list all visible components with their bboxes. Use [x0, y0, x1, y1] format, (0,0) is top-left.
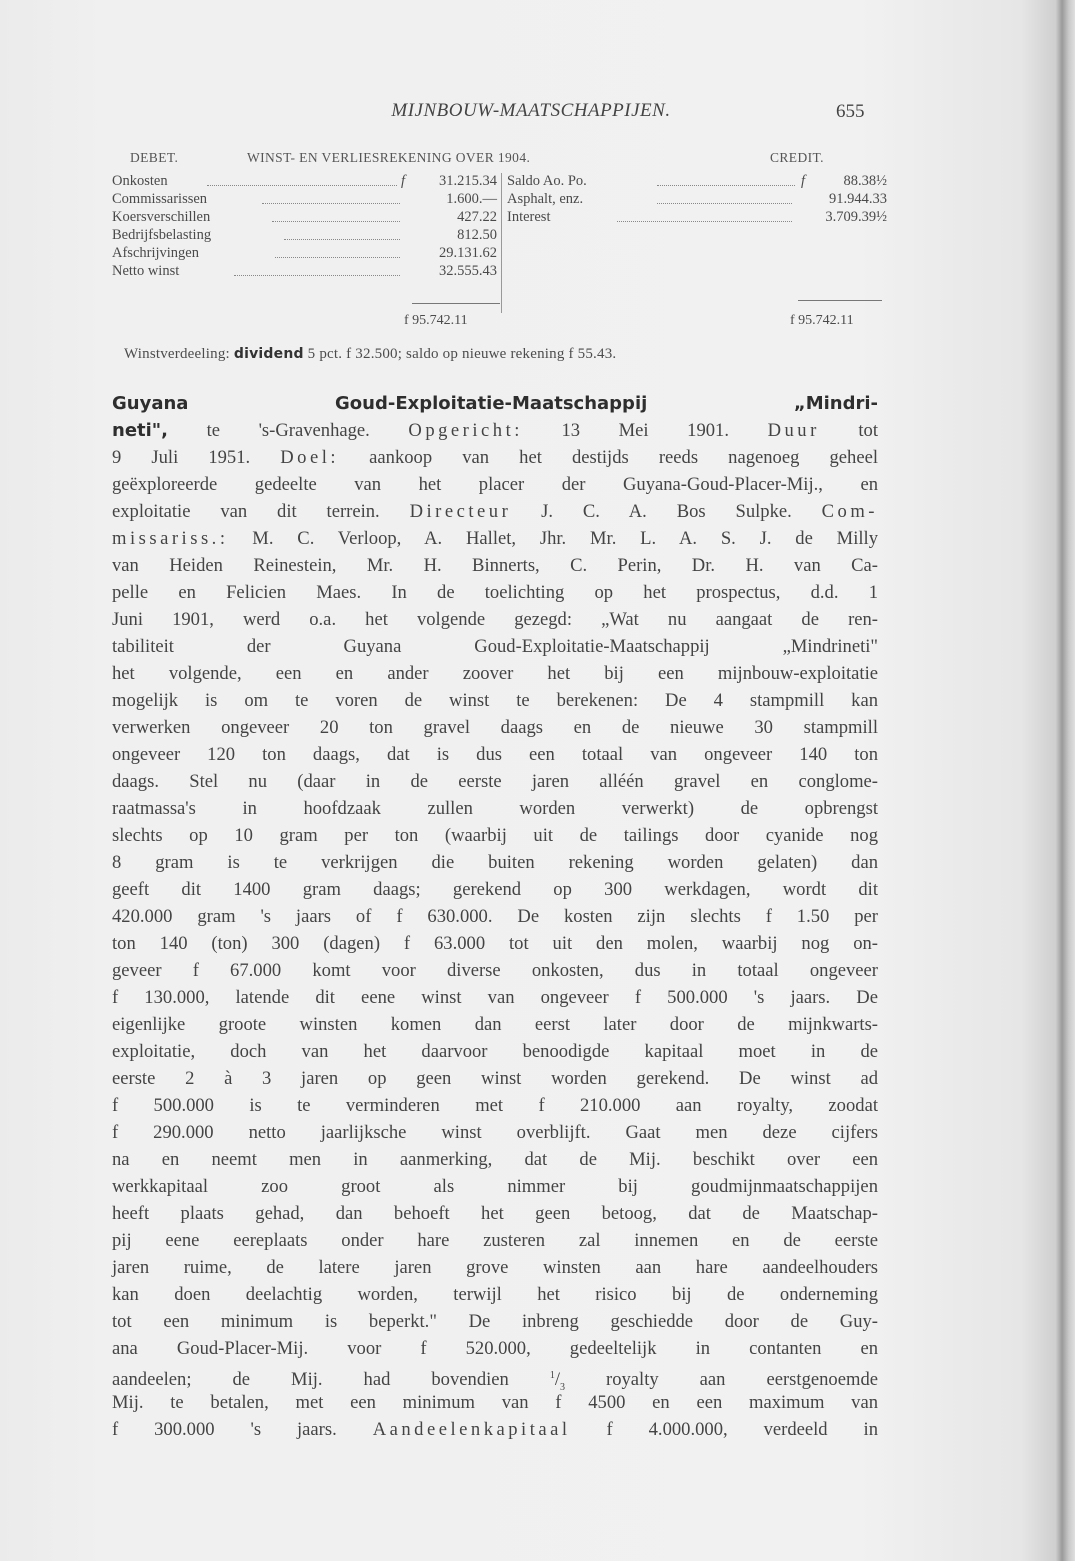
company-heading: Guyana Goud-Exploitatie-Maatschappij „Mindri-: [112, 393, 878, 414]
credit-sum-line: [798, 300, 882, 301]
company-entry: Guyana Goud-Exploitatie-Maatschappij „Mindri- neti", te 's-Gravenhage. Opgericht: 13 Mei 1901. Duur tot 9 Juli 1951. Doel: aankoop van het destijds reeds nagenoeg geheel geëxploreerde gedeelte van het placer der Guyana-Goud-Placer-Mij., en exploitatie van dit terrein. Directeur J. C. A. Bos Sulpke. Com- missariss.: M. C. Verloop, A. Hallet, Jhr. Mr. L. A. S. J. de Milly van Heiden Reinestein, Mr. H. Binnerts, C. Perin, Dr. H. van Ca- pelle en Felicien Maes. In de toelichting op het prospectus, d.d. 1 Juni 1901, werd o.a. het volgende gezegd: „Wat nu aangaat de ren- tabiliteit der Guyana Goud-Exploitatie-Maatschappij „Mindrineti" het volgende, een en ander zoover het bij een mijnbouw-exploitatie mogelijk is om te voren de winst te berekenen: De 4 stampmill kan verwerken ongeveer 20 ton gravel daags en de nieuwe 30 stampmill ongeveer 120 ton daags, dat is dus een totaal van ongeveer 140 ton daags. Stel nu (daar in de eerste jaren alléén gravel en conglome- raatmassa's in hoofdzaak zullen worden verwerkt) de opbrengst slechts op 10 gram per ton (waarbij uit de tailings door cyanide nog 8 gram is te verkrijgen die buiten rekening worden gelaten) dan geeft dit 1400 gram daags; gerekend op 300 werkdagen, wordt dit 420.000 gram 's jaars of f 630.000. De kosten zijn slechts f 1.50 per ton 140 (ton) 300 (dagen) f 63.000 tot uit den molen, waarbij nog on- geveer f 67.000 komt voor diverse onkosten, dus in totaal ongeveer f 130.000, latende dit eene winst van ongeveer f 500.000 's jaars. De eigenlijke groote winsten komen dan eerst later door de mijnkwarts- exploitatie, doch van het daarvoor benoodigde kapitaal moet in de eerste 2 à 3 jaren op geen winst worden gerekend. De winst ad f 500.000 is te verminderen met f 210.000 aan royalty, zoodat f 290.000 netto jaarlijksche winst overblijft. Gaat men deze cijfers na en neemt men in aanmerking, dat de Mij. beschikt over een werkkapitaal zoo groot als nimmer bij goudmijnmaatschappijen heeft plaats gehad, dan behoeft het geen betoog, dat de Maatschap- pij eene eereplaats onder hare zusteren zal innemen en de eerste jaren ruime, de latere jaren grove winsten aan hare aandeelhouders kan doen deelachtig worden, terwijl het risico bij de onderneming tot een minimum is beperkt." De inbreng geschiedde door de Guy- ana Goud-Placer-Mij. voor f 520.000, gedeeltelijk in contanten en aandeelen; de Mij. had bovendien $^1/_3$ royalty aan eerstgenoemde Mij. te betalen, met een minimum van f 4500 en een maximum van f 300.000 's jaars. Aandeelenkapitaal f 4.000.000, verdeeld in: [112, 390, 878, 1443]
debit-row: Commissarissen 1.600.—: [112, 191, 497, 207]
debit-row: Netto winst 32.555.43: [112, 263, 497, 279]
credit-row: Asphalt, enz. 91.944.33: [507, 191, 887, 207]
label-directeur: Directeur: [409, 501, 512, 522]
debit-row: Afschrijvingen 29.131.62: [112, 245, 497, 261]
label-doel: Doel:: [280, 447, 340, 468]
credit-row: Saldo Ao. Po. f 88.38½: [507, 173, 887, 189]
page-number: 655: [836, 101, 865, 122]
label-commissarissen: missariss.:: [112, 528, 229, 549]
debit-row: Onkosten f 31.215.34: [112, 173, 497, 189]
credit-label: CREDIT.: [770, 150, 824, 165]
running-head: MIJNBOUW-MAATSCHAPPIJEN.: [391, 100, 671, 121]
label-aandeelenkapitaal: Aandeelenkapitaal: [372, 1419, 571, 1440]
debit-row: Bedrijfsbelasting 812.50: [112, 227, 497, 243]
label-opgericht: Opgericht:: [408, 420, 523, 441]
credit-total: f 95.742.11: [790, 313, 854, 328]
label-duur: Duur: [767, 420, 820, 441]
debit-label: DEBET.: [130, 150, 179, 165]
column-divider: [501, 173, 502, 313]
credit-row: Interest 3.709.39½: [507, 209, 887, 225]
debit-total: f 95.742.11: [404, 313, 468, 328]
ledger-title: WINST- EN VERLIESREKENING OVER 1904.: [247, 150, 531, 165]
profit-distribution-note: Winstverdeeling: dividend 5 pct. f 32.500; saldo op nieuwe rekening f 55.43.: [124, 346, 617, 362]
debit-row: Koersverschillen 427.22: [112, 209, 497, 225]
debit-sum-line: [412, 303, 500, 304]
